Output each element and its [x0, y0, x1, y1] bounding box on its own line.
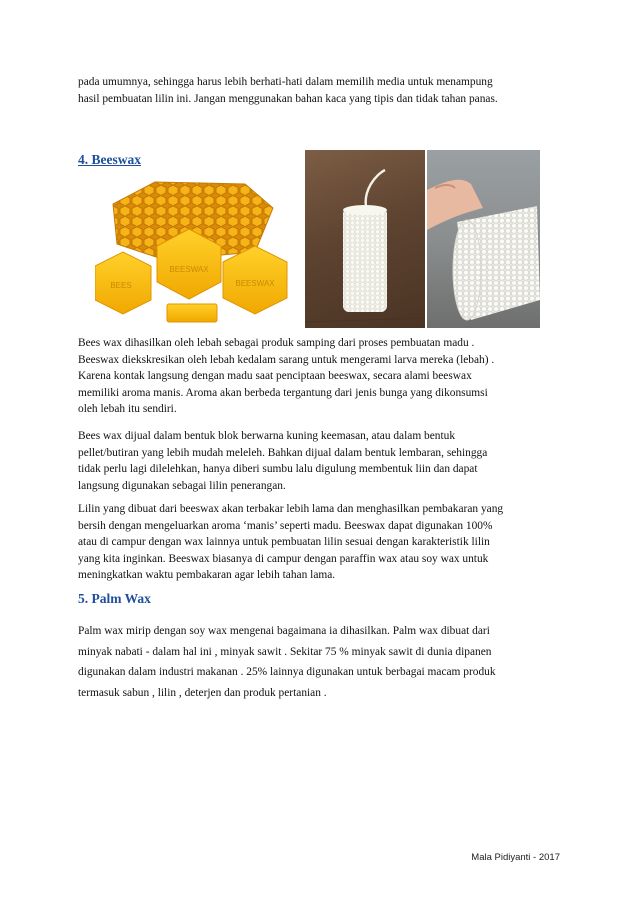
text-line: hasil pembuatan lilin ini. Jangan menggunakan bahan kaca yang tipis dan tidak tahan panas.: [78, 92, 498, 105]
text-line: oleh lebah itu sendiri.: [78, 403, 177, 415]
block-label: BEESWAX: [169, 265, 209, 274]
text-line: meningkatkan waktu pembakaran agar lebih tahan lama.: [78, 569, 336, 581]
section-heading-palm-wax: 5. Palm Wax: [78, 591, 151, 606]
text-line: bersih dengan mengeluarkan aroma ‘manis’ seperti madu. Beeswax dapat digunakan 100%: [78, 519, 493, 532]
intro-paragraph: [78, 74, 563, 107]
page-footer-author: Mala Pidiyanti - 2017: [471, 852, 560, 863]
text-line: Bees wax dihasilkan oleh lebah sebagai produk samping dari proses pembuatan madu .: [78, 337, 475, 349]
text-line: Karena kontak langsung dengan madu saat penciptaan beeswax, secara alami beeswax: [78, 370, 472, 382]
beeswax-paragraph-3: [78, 501, 563, 584]
palm-wax-paragraph: [78, 621, 563, 703]
text-line: yang kita inginkan. Beeswax biasanya di campur dengan paraffin wax atau soy wax untuk: [78, 552, 489, 565]
rolling-beeswax-sheet-photo: [427, 150, 540, 328]
rolled-candle-photo: [305, 150, 425, 328]
text-line: pellet/butiran yang lebih mudah meleleh. Bahkan dijual dalam bentuk lembaran, sehingga: [78, 446, 488, 459]
beeswax-blocks-image: [95, 174, 295, 324]
text-line: pada umumnya, sehingga harus lebih berhati-hati dalam memilih media untuk menampung: [78, 76, 493, 88]
text-line: memiliki aroma manis. Aroma akan berbeda tergantung dari jenis bunga yang dikonsumsi: [78, 386, 488, 399]
text-line: tidak perlu lagi dilelehkan, hanya diberi sumbu lalu digulung membentuk liin dan dapat: [78, 463, 478, 475]
beeswax-paragraph-2: [78, 428, 563, 494]
beeswax-paragraph-1: [78, 335, 563, 418]
section-heading-beeswax: 4. Beeswax: [78, 152, 141, 167]
text-line: Lilin yang dibuat dari beeswax akan terbakar lebih lama dan menghasilkan pembakaran yang: [78, 503, 504, 515]
beeswax-block: [95, 252, 151, 314]
text-line: digunakan dalam industri makanan . 25% lainnya digunakan untuk berbagai macam produk: [78, 666, 496, 678]
text-line: Bees wax dijual dalam bentuk blok berwarna kuning keemasan, atau dalam bentuk: [78, 430, 456, 442]
text-line: minyak nabati - dalam hal ini , minyak sawit . Sekitar 75 % minyak sawit di dunia dipanen: [78, 645, 492, 658]
text-line: termasuk sabun , lilin , deterjen dan produk pertanian .: [78, 686, 327, 699]
block-label: BEESWAX: [235, 279, 275, 288]
text-line: atau di campur dengan wax lainnya untuk pembuatan lilin sesuai dengan karakteristik lilin: [78, 536, 490, 548]
text-line: langsung digunakan sebagai lilin penerangan.: [78, 479, 286, 492]
text-line: Palm wax mirip dengan soy wax mengenai bagaimana ia dihasilkan. Palm wax dibuat dari: [78, 625, 490, 637]
block-label: BEES: [110, 281, 132, 290]
text-line: Beeswax diekskresikan oleh lebah kedalam sarang untuk mengerami larva mereka (lebah) .: [78, 353, 495, 366]
beeswax-block: [223, 246, 287, 314]
